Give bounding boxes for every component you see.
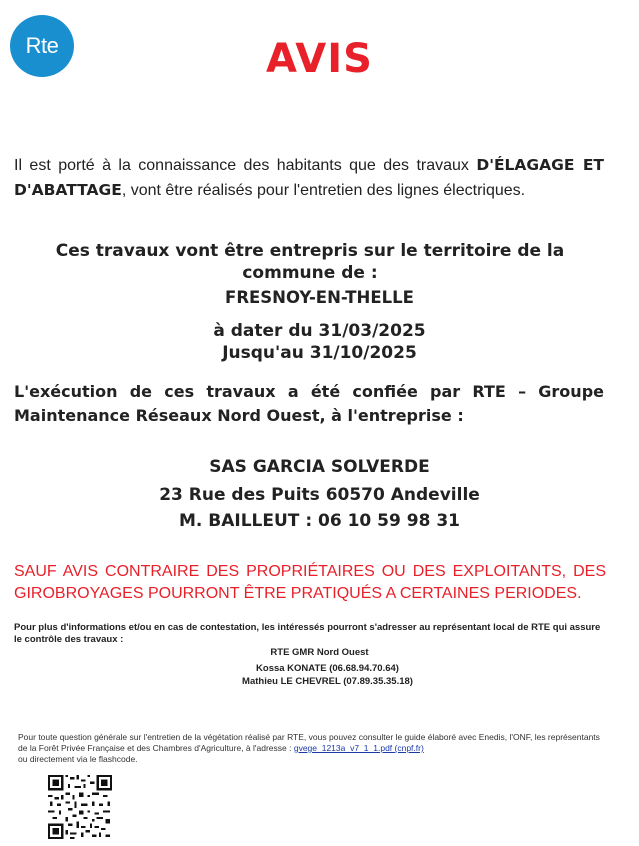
rep-contact-1: Kossa KONATE (06.68.94.70.64) bbox=[256, 663, 399, 674]
intro-suffix: , vont être réalisés pour l'entretien des lignes électriques. bbox=[121, 182, 526, 199]
company-name: SAS GARCIA SOLVERDE bbox=[209, 457, 430, 477]
intro-highlight: D'ÉLAGAGE ET D'ABATTAGE bbox=[14, 156, 604, 199]
guide-link[interactable]: gvege_1213a_v7_1_1.pdf (cnpf.fr) bbox=[293, 743, 424, 753]
footer-text: Pour toute question générale sur l'entretien de la végétation réalisé par RTE, vous pouvez consulter le guide élaboré avec Enedis, l'ONF, les représentants de la Forêt Privée Française et des Chambres d'Agriculture, à l'adresse : bbox=[18, 732, 600, 753]
rep-contact-2: Mathieu LE CHEVREL (07.89.35.35.18) bbox=[242, 676, 413, 687]
date-to: Jusqu'au 31/10/2025 bbox=[222, 343, 417, 363]
info-paragraph: Pour plus d'informations et/ou en cas de contestation, les intéressés pourront s'adresser au représentant local de RTE qui assure le contrôle des travaux : bbox=[14, 622, 601, 645]
notice-title: AVIS bbox=[266, 36, 373, 82]
intro-prefix: Il est porté à la connaissance des habitants que des travaux bbox=[14, 157, 477, 174]
execution-paragraph: L'exécution de ces travaux a été confiée par RTE – Groupe Maintenance Réseaux Nord Ouest, à l'entreprise : bbox=[14, 382, 604, 425]
company-contact: M. BAILLEUT : 06 10 59 98 31 bbox=[178, 511, 460, 531]
qr-code-icon[interactable] bbox=[48, 775, 112, 839]
intro-paragraph bbox=[14, 153, 604, 203]
footer-tail: ou directement via le flashcode. bbox=[18, 754, 138, 764]
warning-notice: SAUF AVIS CONTRAIRE DES PROPRIÉTAIRES OU DES EXPLOITANTS, DES GIROBROYAGES POURRONT ÊTRE PRATIQUÉS A CERTAINES PERIODES. bbox=[14, 563, 606, 602]
date-from: à dater du 31/03/2025 bbox=[213, 321, 426, 341]
company-address: 23 Rue des Puits 60570 Andeville bbox=[159, 485, 480, 505]
rep-group: RTE GMR Nord Ouest bbox=[270, 647, 369, 658]
commune-name: FRESNOY-EN-THELLE bbox=[225, 288, 414, 307]
logo-text: Rte bbox=[25, 33, 59, 58]
footer-paragraph bbox=[18, 732, 608, 765]
commune-line: Ces travaux vont être entrepris sur le territoire de la commune de : bbox=[55, 241, 565, 283]
